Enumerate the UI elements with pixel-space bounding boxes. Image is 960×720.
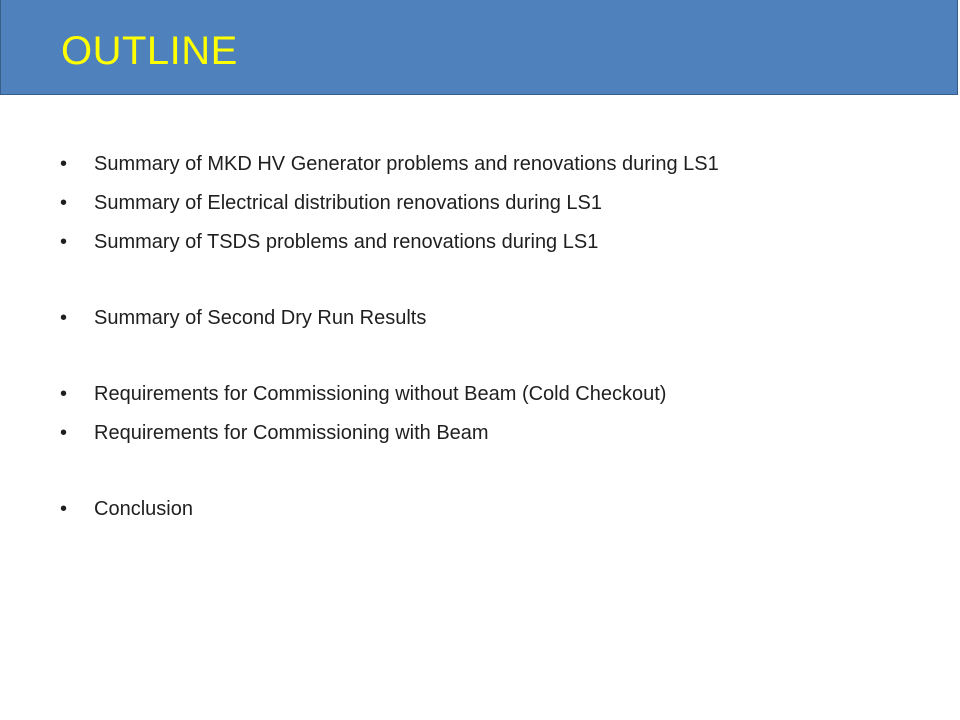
bullet-icon: • [60,422,68,444]
bullet-icon: • [60,307,68,329]
bullet-text: Summary of Second Dry Run Results [94,307,427,329]
bullet-icon: • [60,231,68,253]
bullet-icon: • [60,153,68,175]
bullet-text: Conclusion [94,498,193,520]
title-bar [0,0,958,95]
bullet-text: Summary of TSDS problems and renovations during LS1 [94,231,599,253]
bullet-icon: • [60,192,68,214]
slide-title: OUTLINE [61,29,238,73]
bullet-text: Summary of Electrical distribution renovations during LS1 [94,192,603,214]
bullet-text: Requirements for Commissioning without Beam (Cold Checkout) [94,383,667,405]
bullet-text: Requirements for Commissioning with Beam [94,422,489,444]
bullet-text: Summary of MKD HV Generator problems and renovations during LS1 [94,153,719,175]
bullet-icon: • [60,498,68,520]
bullet-icon: • [60,383,68,405]
